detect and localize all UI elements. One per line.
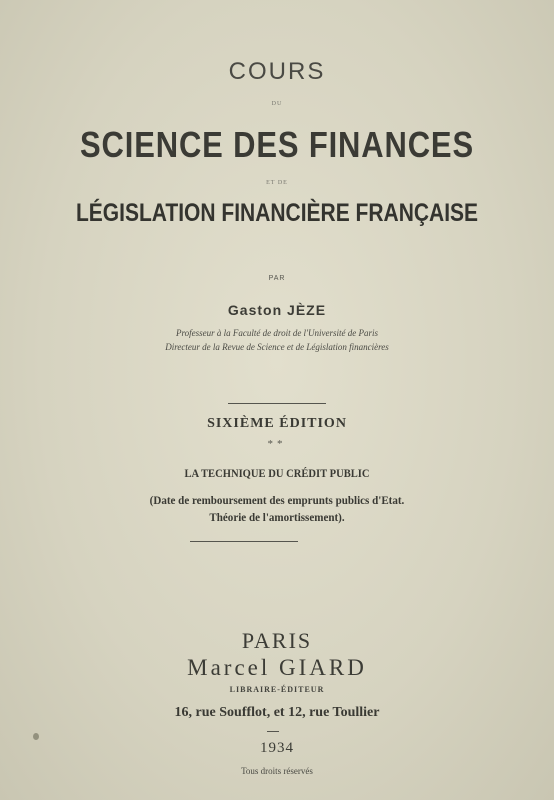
by-label: PAR (268, 275, 286, 282)
year-dash (267, 731, 279, 732)
subtitle: LÉGISLATION FINANCIÈRE FRANÇAISE (75, 199, 479, 227)
publisher-address: 16, rue Soufflot, et 12, rue Toullier (174, 705, 380, 720)
heading-cours: COURS (228, 58, 326, 85)
divider-top (228, 403, 326, 404)
connector-du: DU (271, 101, 283, 107)
volume-description-2: Théorie de l'amortissement). (209, 510, 345, 524)
connector-et-de: ET DE (266, 180, 288, 186)
publisher-name: Marcel GIARD (187, 655, 367, 680)
volume-mark: ** (267, 438, 287, 450)
author-title-2: Directeur de la Revue de Science et de Législation financières (165, 342, 389, 352)
main-title: SCIENCE DES FINANCES (80, 124, 474, 165)
divider-bottom (190, 541, 298, 542)
rights-notice: Tous droits réservés (241, 766, 313, 776)
edition-label: SIXIÈME ÉDITION (207, 416, 347, 431)
publisher-city: PARIS (241, 628, 313, 653)
paper-stain (33, 733, 39, 740)
volume-description-1: (Date de remboursement des emprunts publics d'Etat. (149, 493, 405, 507)
author-name: Gaston JÈZE (227, 302, 327, 318)
publisher-role: LIBRAIRE-ÉDITEUR (229, 685, 325, 694)
publication-year: 1934 (260, 740, 294, 756)
author-title-1: Professeur à la Faculté de droit de l'Université de Paris (176, 328, 378, 338)
volume-title: LA TECHNIQUE DU CRÉDIT PUBLIC (184, 466, 370, 480)
